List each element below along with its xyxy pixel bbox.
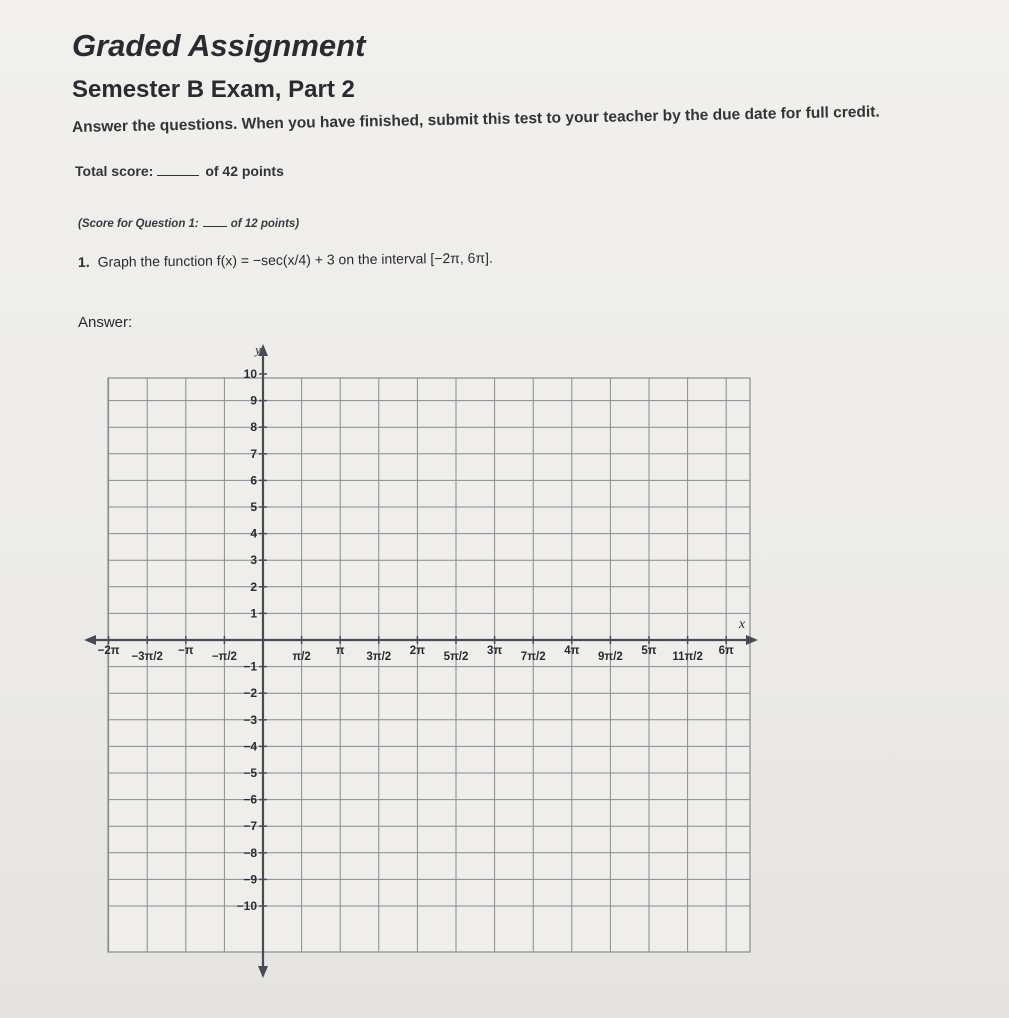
x-tick-label: 3π/2 [366, 651, 392, 663]
y-tick-label: 4 [250, 526, 257, 541]
question-text: Graph the function f(x) = −sec(x/4) + 3 on the interval [−2π, 6π]. [97, 249, 493, 270]
instructions-text: Answer the questions. When you have finished, submit this test to your teacher by the due date for full credit. [71, 103, 880, 136]
y-tick-label: 6 [250, 473, 257, 488]
x-tick-label: 5π/2 [443, 651, 469, 663]
x-tick-label: π/2 [292, 651, 311, 663]
y-tick-label: 9 [250, 393, 257, 408]
y-axis-bottom-arrow [258, 966, 268, 978]
y-tick-label: 5 [250, 500, 257, 514]
y-tick-label: −2 [243, 686, 257, 701]
y-tick-label: 3 [250, 553, 257, 568]
answer-label: Answer: [78, 314, 133, 331]
x-tick-label: 6π [718, 645, 734, 657]
y-tick-label: −1 [243, 659, 257, 674]
x-axis-right-arrow [746, 635, 758, 645]
x-axis-left-arrow [84, 635, 96, 645]
x-tick-label: −2π [97, 645, 120, 657]
x-tick-label: −π [178, 645, 194, 657]
x-tick-label: π [335, 645, 345, 657]
question-score-label: (Score for Question 1: [78, 218, 199, 230]
x-tick-label: 9π/2 [598, 651, 623, 663]
y-tick-label: 8 [250, 420, 257, 435]
y-tick-label: −10 [236, 899, 257, 913]
x-tick-label: 11π/2 [672, 651, 703, 663]
x-tick-label: 7π/2 [520, 651, 546, 663]
y-tick-label: −4 [243, 739, 257, 754]
x-tick-label: 5π [641, 645, 657, 657]
question-score-suffix: of 12 points) [230, 218, 300, 230]
y-tick-label: −8 [243, 845, 257, 860]
total-score-label: Total score: [75, 163, 154, 179]
x-tick-label: −π/2 [211, 651, 237, 663]
y-tick-label: 7 [250, 446, 257, 461]
y-tick-label: 1 [250, 606, 257, 621]
total-score-suffix: of 42 points [205, 163, 284, 179]
y-tick-label: −7 [243, 819, 257, 834]
x-axis-label: x [738, 617, 746, 632]
page-subtitle: Semester B Exam, Part 2 [72, 76, 355, 103]
page-title: Graded Assignment [72, 28, 366, 63]
x-tick-label: 3π [486, 645, 503, 657]
y-tick-label: 2 [250, 579, 257, 594]
y-tick-label: −3 [243, 712, 257, 727]
x-tick-label: 2π [409, 645, 426, 657]
question-number: 1. [77, 253, 90, 270]
y-tick-label: −6 [243, 792, 257, 807]
y-tick-label: 10 [243, 367, 257, 381]
y-tick-label: −9 [243, 872, 257, 887]
y-axis-label: y [255, 342, 261, 357]
y-tick-label: −5 [243, 766, 257, 780]
x-tick-label: −3π/2 [131, 651, 163, 663]
x-tick-label: 4π [564, 645, 580, 657]
grid-frame [108, 378, 750, 952]
